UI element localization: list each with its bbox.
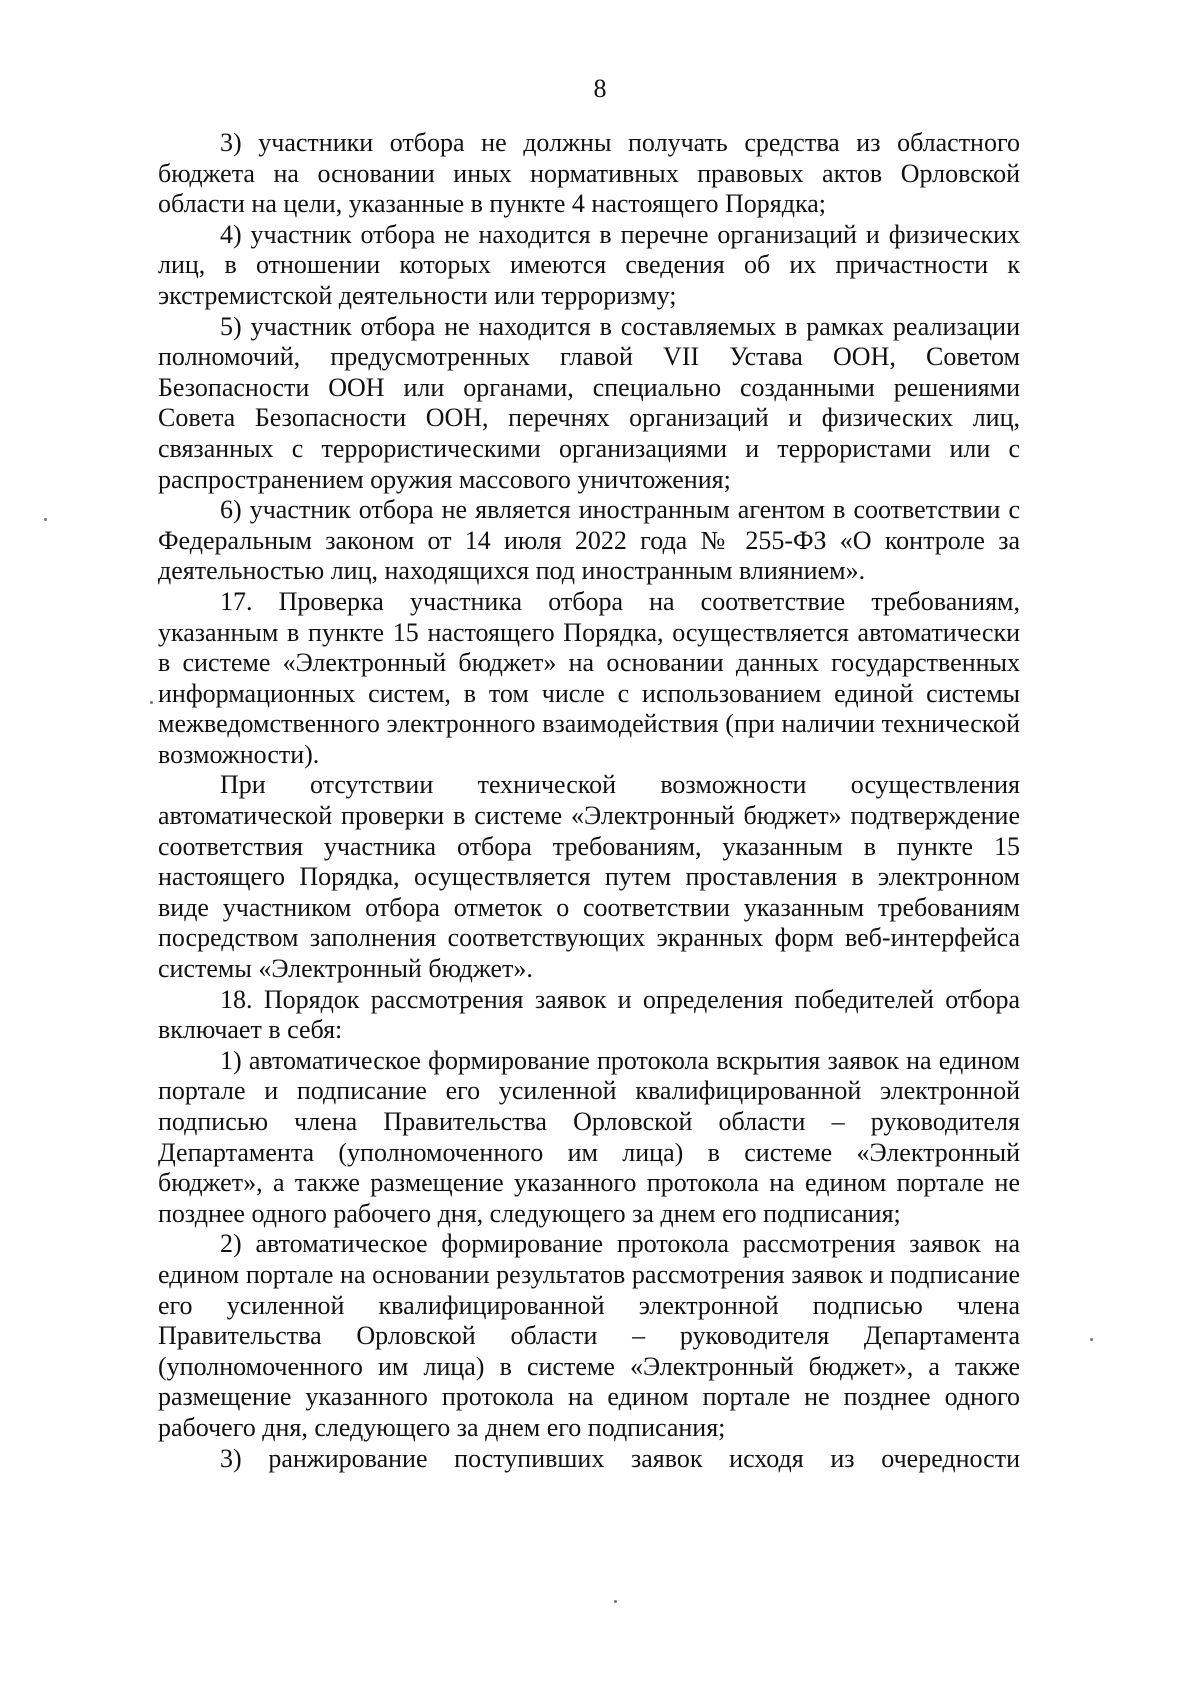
scan-speck: [150, 701, 153, 704]
paragraph-clause-18: 18. Порядок рассмотрения заявок и определения победителей отбора включает в себя:: [158, 984, 1020, 1045]
paragraph-clause-18-item-2: 2) автоматическое формирование протокола рассмотрения заявок на едином портале на основании результатов рассмотрения заявок и подписание его усиленной квалифицированной электронной подписью члена Правительства Орловской области – руководителя Департамента (уполномоченного им лица) в системе «Электронный бюджет», а также размещение указанного протокола на едином портале не позднее одного рабочего дня, следующего за днем его подписания;: [158, 1229, 1020, 1442]
page-number: 8: [593, 74, 607, 103]
paragraph-clause-17-continuation: При отсутствии технической возможности осуществления автоматической проверки в системе «Электронный бюджет» подтверждение соответствия участника отбора требованиям, указанным в пункте 15 настоящего Порядка, осуществляется путем проставления в электронном виде участником отбора отметок о соответствии указанным требованиям посредством заполнения соответствующих экранных форм веб-интерфейса системы «Электронный бюджет».: [158, 770, 1020, 984]
scan-speck: [614, 1600, 617, 1603]
scan-speck: [1090, 1338, 1093, 1341]
scan-speck: [44, 518, 47, 521]
paragraph-item-6: 6) участник отбора не является иностранным агентом в соответствии с Федеральным законом от 14 июля 2022 года № 255-ФЗ «О контроле за деятельностью лиц, находящихся под иностранным влиянием».: [158, 495, 1020, 586]
paragraph-clause-17: 17. Проверка участника отбора на соответствие требованиям, указанным в пункте 15 настоящего Порядка, осуществляется автоматически в системе «Электронный бюджет» на основании данных государственных информационных систем, в том числе с использованием единой системы межведомственного электронного взаимодействия (при наличии технической возможности).: [158, 586, 1020, 769]
paragraph-clause-18-item-1: 1) автоматическое формирование протокола вскрытия заявок на едином портале и подписание его усиленной квалифицированной электронной подписью члена Правительства Орловской области – руководителя Департамента (уполномоченного им лица) в системе «Электронный бюджет», а также размещение указанного протокола на едином портале не позднее одного рабочего дня, следующего за днем его подписания;: [158, 1045, 1020, 1228]
paragraph-item-5: 5) участник отбора не находится в составляемых в рамках реализации полномочий, предусмотренных главой VII Устава ООН, Советом Безопасности ООН или органами, специально созданными решениями Совета Безопасности ООН, перечнях организаций и физических лиц, связанных с террористическими организациями и террористами или с распространением оружия массового уничтожения;: [158, 311, 1020, 494]
paragraph-item-4: 4) участник отбора не находится в перечне организаций и физических лиц, в отношении которых имеются сведения об их причастности к экстремистской деятельности или терроризму;: [158, 219, 1020, 310]
document-body: [158, 128, 1020, 1474]
paragraph-item-3: 3) участники отбора не должны получать средства из областного бюджета на основании иных нормативных правовых актов Орловской области на цели, указанные в пункте 4 настоящего Порядка;: [158, 128, 1020, 219]
paragraph-clause-18-item-3: 3) ранжирование поступивших заявок исходя из очередности: [220, 1443, 1020, 1473]
